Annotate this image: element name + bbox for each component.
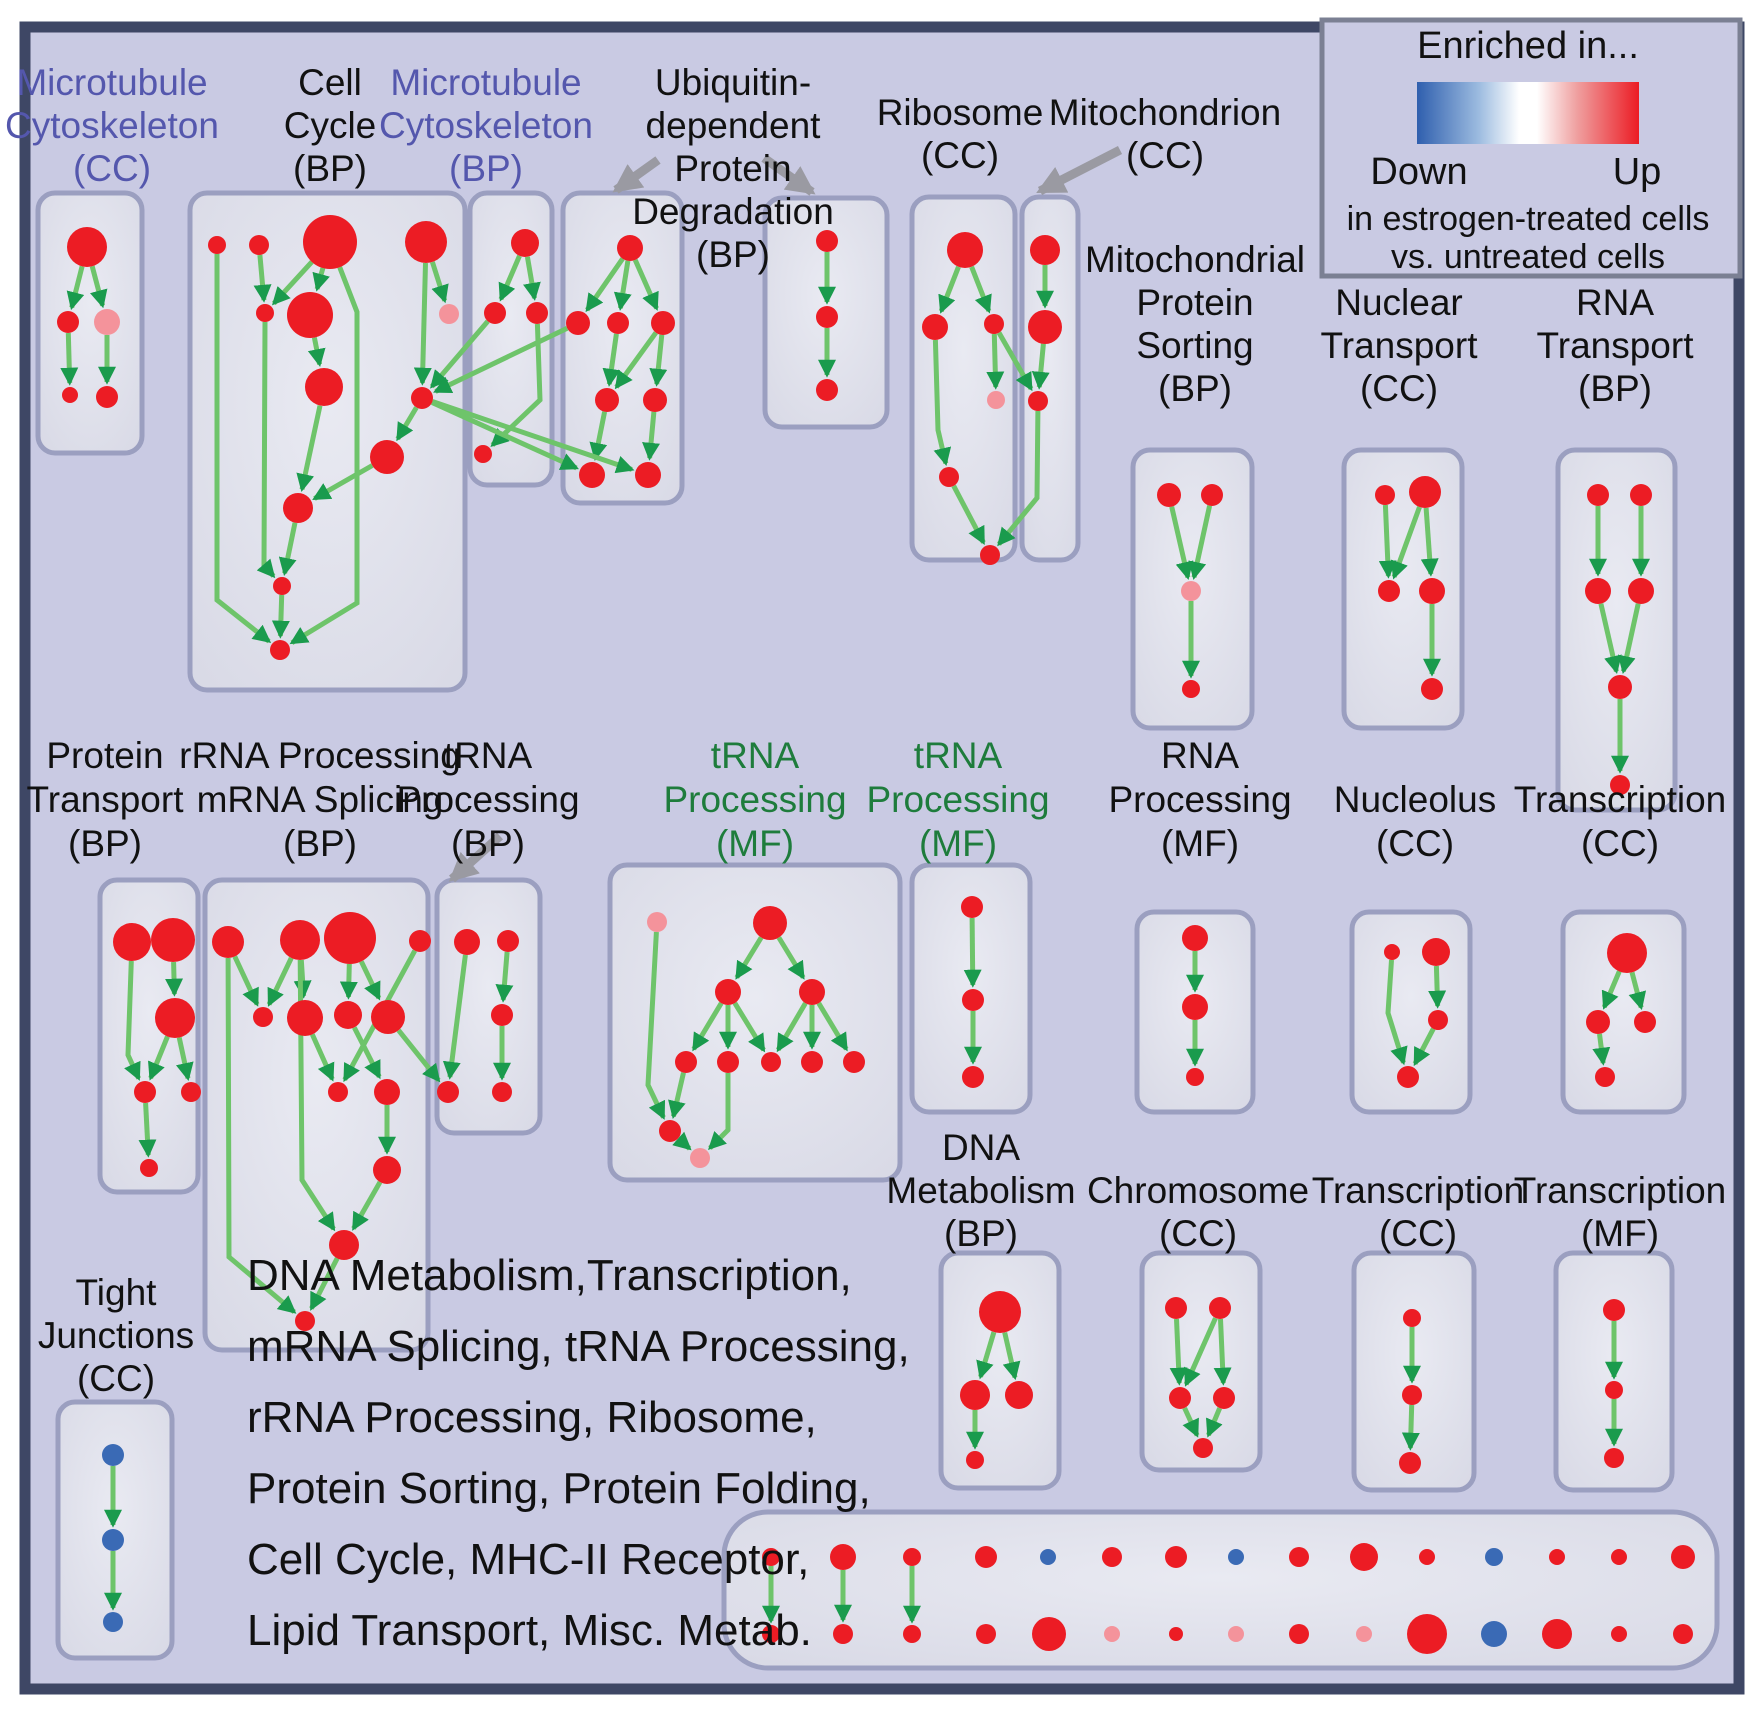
go-term-node-mixed-misc-strip[interactable] bbox=[1104, 1626, 1120, 1642]
transcription-cc-lower-label: Transcription (CC) bbox=[1311, 1170, 1525, 1254]
go-term-node-mixed-misc-strip[interactable] bbox=[1611, 1549, 1627, 1565]
go-term-node-rrna-processing-mrna-splicing-bp[interactable] bbox=[280, 920, 320, 960]
go-term-node-mixed-misc-strip[interactable] bbox=[1485, 1548, 1503, 1566]
go-term-node-chromosome-cc[interactable] bbox=[1193, 1438, 1213, 1458]
go-term-node-trna-processing-mf-1[interactable] bbox=[799, 979, 825, 1005]
go-term-node-mixed-misc-strip[interactable] bbox=[1611, 1626, 1627, 1642]
go-term-node-ubiquitin-degradation-bp-1[interactable] bbox=[617, 235, 643, 261]
go-term-node-nuclear-transport-cc[interactable] bbox=[1375, 485, 1395, 505]
go-term-node-protein-transport-bp[interactable] bbox=[155, 998, 195, 1038]
go-term-node-mixed-misc-strip[interactable] bbox=[1549, 1549, 1565, 1565]
mitochondrion-label: Mitochondrion (CC) bbox=[1048, 92, 1282, 176]
legend-gradient-bar bbox=[1417, 82, 1639, 144]
go-term-node-transcription-mf[interactable] bbox=[1604, 1448, 1624, 1468]
chromosome-label: Chromosome (CC) bbox=[1086, 1170, 1310, 1254]
go-term-node-transcription-cc-lower[interactable] bbox=[1402, 1385, 1422, 1405]
edge-cell-cycle-bp bbox=[422, 263, 425, 383]
go-term-node-cell-cycle-bp[interactable] bbox=[287, 292, 333, 338]
go-term-node-ribosome-cc[interactable] bbox=[980, 545, 1000, 565]
go-term-node-chromosome-cc[interactable] bbox=[1213, 1387, 1235, 1409]
go-term-node-rna-transport-bp[interactable] bbox=[1585, 578, 1611, 604]
go-term-node-transcription-cc-upper[interactable] bbox=[1607, 933, 1647, 973]
legend-up-label: Up bbox=[1612, 151, 1662, 193]
nuclear-transport-label: Nuclear Transport (CC) bbox=[1320, 282, 1478, 409]
go-term-node-nucleolus-cc[interactable] bbox=[1397, 1066, 1419, 1088]
go-term-node-trna-processing-bp[interactable] bbox=[491, 1004, 513, 1026]
go-term-node-trna-processing-mf-2[interactable] bbox=[962, 989, 984, 1011]
go-term-node-dna-metabolism-bp[interactable] bbox=[966, 1451, 984, 1469]
mixed-strip-category-list: DNA Metabolism,Transcription, mRNA Splicing, tRNA Processing, rRNA Processing, Ribosome, Protein Sorting, Protein Folding, Cell Cycle, MHC-II Receptor, Lipid Transport, Misc. Metab. bbox=[247, 1251, 910, 1655]
go-term-node-mixed-misc-strip[interactable] bbox=[1289, 1547, 1309, 1567]
edge-protein-transport-bp bbox=[174, 962, 175, 994]
go-term-node-microtubule-bp[interactable] bbox=[474, 445, 492, 463]
go-term-node-mixed-misc-strip[interactable] bbox=[1671, 1545, 1695, 1569]
cluster-box-chromosome-cc bbox=[1142, 1253, 1260, 1470]
edge-rrna-processing-mrna-splicing-bp bbox=[349, 964, 350, 997]
go-term-node-mito-protein-sorting-bp[interactable] bbox=[1181, 581, 1201, 601]
go-term-node-mito-protein-sorting-bp[interactable] bbox=[1182, 680, 1200, 698]
go-term-node-mixed-misc-strip[interactable] bbox=[976, 1624, 996, 1644]
go-term-node-rrna-processing-mrna-splicing-bp[interactable] bbox=[374, 1079, 400, 1105]
go-term-node-trna-processing-mf-1[interactable] bbox=[761, 1052, 781, 1072]
trna-mf1-label: tRNA Processing (MF) bbox=[663, 735, 847, 864]
transcription-mf-label: Transcription (MF) bbox=[1513, 1170, 1727, 1254]
go-term-node-trna-processing-mf-1[interactable] bbox=[801, 1051, 823, 1073]
go-term-node-ribosome-cc[interactable] bbox=[947, 232, 983, 268]
go-term-node-transcription-mf[interactable] bbox=[1603, 1299, 1625, 1321]
go-term-node-ubiquitin-degradation-bp-1[interactable] bbox=[566, 311, 590, 335]
edge-microtubule-cc bbox=[68, 333, 69, 383]
go-term-node-ubiquitin-degradation-bp-2[interactable] bbox=[816, 230, 838, 252]
go-term-node-rrna-processing-mrna-splicing-bp[interactable] bbox=[373, 1156, 401, 1184]
go-term-node-cell-cycle-bp[interactable] bbox=[305, 368, 343, 406]
ubiquitin-label: Ubiquitin-dependent Protein Degradation (BP) bbox=[632, 62, 834, 275]
go-term-node-ubiquitin-degradation-bp-1[interactable] bbox=[635, 462, 661, 488]
go-term-node-nuclear-transport-cc[interactable] bbox=[1421, 678, 1443, 700]
cluster-box-mixed-misc-strip bbox=[724, 1512, 1717, 1668]
go-term-node-mito-protein-sorting-bp[interactable] bbox=[1201, 484, 1223, 506]
go-term-node-mixed-misc-strip[interactable] bbox=[1228, 1549, 1244, 1565]
go-term-node-rrna-processing-mrna-splicing-bp[interactable] bbox=[287, 1000, 323, 1036]
go-term-node-rna-processing-mf[interactable] bbox=[1186, 1068, 1204, 1086]
go-term-node-mixed-misc-strip[interactable] bbox=[1032, 1617, 1066, 1651]
go-term-node-mixed-misc-strip[interactable] bbox=[1228, 1626, 1244, 1642]
go-term-node-protein-transport-bp[interactable] bbox=[140, 1159, 158, 1177]
cell-cycle-label: Cell Cycle (BP) bbox=[283, 62, 377, 189]
go-term-node-rna-processing-mf[interactable] bbox=[1182, 994, 1208, 1020]
trna-bp-label: tRNA Processing (BP) bbox=[396, 735, 580, 864]
go-term-node-cell-cycle-bp[interactable] bbox=[283, 493, 313, 523]
go-term-node-microtubule-bp[interactable] bbox=[526, 302, 548, 324]
go-term-node-trna-processing-mf-1[interactable] bbox=[715, 979, 741, 1005]
go-term-node-trna-processing-mf-1[interactable] bbox=[675, 1051, 697, 1073]
go-term-node-mixed-misc-strip[interactable] bbox=[1356, 1626, 1372, 1642]
edge-nucleolus-cc bbox=[1436, 966, 1437, 1006]
go-term-node-protein-transport-bp[interactable] bbox=[113, 923, 151, 961]
go-term-node-mixed-misc-strip[interactable] bbox=[1407, 1614, 1447, 1654]
go-term-node-mitochondrion-cc[interactable] bbox=[1028, 310, 1062, 344]
go-term-node-trna-processing-bp[interactable] bbox=[437, 1081, 459, 1103]
go-term-node-mixed-misc-strip[interactable] bbox=[1165, 1546, 1187, 1568]
edge-ribosome-cc bbox=[994, 334, 995, 387]
go-term-node-mixed-misc-strip[interactable] bbox=[1419, 1549, 1435, 1565]
trna-mf2-label: tRNA Processing (MF) bbox=[866, 735, 1050, 864]
go-term-node-mixed-misc-strip[interactable] bbox=[830, 1544, 856, 1570]
go-term-node-ribosome-cc[interactable] bbox=[987, 391, 1005, 409]
go-term-node-rrna-processing-mrna-splicing-bp[interactable] bbox=[328, 1082, 348, 1102]
go-term-node-rrna-processing-mrna-splicing-bp[interactable] bbox=[324, 912, 376, 964]
go-term-node-trna-processing-bp[interactable] bbox=[454, 929, 480, 955]
go-term-node-trna-processing-mf-1[interactable] bbox=[717, 1051, 739, 1073]
go-term-node-ubiquitin-degradation-bp-1[interactable] bbox=[607, 312, 629, 334]
go-term-node-mitochondrion-cc[interactable] bbox=[1030, 235, 1060, 265]
go-term-node-ubiquitin-degradation-bp-1[interactable] bbox=[579, 462, 605, 488]
microtubule-bp-label: Microtubule Cytoskeleton (BP) bbox=[379, 62, 593, 189]
go-term-node-trna-processing-bp[interactable] bbox=[497, 930, 519, 952]
go-term-node-transcription-cc-upper[interactable] bbox=[1634, 1011, 1656, 1033]
edge-nuclear-transport-cc bbox=[1385, 505, 1388, 576]
go-term-node-trna-processing-bp[interactable] bbox=[492, 1082, 512, 1102]
ribosome-label: Ribosome (CC) bbox=[876, 92, 1044, 176]
mito-sorting-label: Mitochondrial Protein Sorting (BP) bbox=[1084, 239, 1306, 409]
go-term-node-transcription-cc-upper[interactable] bbox=[1586, 1010, 1610, 1034]
go-term-node-protein-transport-bp[interactable] bbox=[181, 1082, 201, 1102]
go-term-node-nuclear-transport-cc[interactable] bbox=[1419, 578, 1445, 604]
go-term-node-cell-cycle-bp[interactable] bbox=[270, 640, 290, 660]
go-term-node-ubiquitin-degradation-bp-1[interactable] bbox=[595, 388, 619, 412]
go-term-node-microtubule-cc[interactable] bbox=[57, 311, 79, 333]
go-term-node-ubiquitin-degradation-bp-1[interactable] bbox=[643, 388, 667, 412]
go-term-node-nucleolus-cc[interactable] bbox=[1422, 938, 1450, 966]
tight-junctions-label: Tight Junctions (CC) bbox=[37, 1272, 195, 1399]
edge-protein-transport-bp bbox=[146, 1103, 149, 1155]
go-term-node-trna-processing-mf-2[interactable] bbox=[961, 896, 983, 918]
cluster-box-rna-transport-bp bbox=[1558, 450, 1675, 810]
go-term-node-microtubule-cc[interactable] bbox=[67, 227, 107, 267]
go-term-node-rrna-processing-mrna-splicing-bp[interactable] bbox=[334, 1001, 362, 1029]
legend-down-label: Down bbox=[1370, 151, 1468, 193]
go-term-node-rrna-processing-mrna-splicing-bp[interactable] bbox=[371, 1000, 405, 1034]
go-term-node-cell-cycle-bp[interactable] bbox=[405, 221, 447, 263]
go-term-node-nucleolus-cc[interactable] bbox=[1428, 1010, 1448, 1030]
nucleolus-label: Nucleolus (CC) bbox=[1333, 779, 1497, 864]
go-term-node-mixed-misc-strip[interactable] bbox=[1542, 1619, 1572, 1649]
go-term-node-trna-processing-mf-1[interactable] bbox=[690, 1148, 710, 1168]
go-term-node-ribosome-cc[interactable] bbox=[922, 314, 948, 340]
go-term-node-chromosome-cc[interactable] bbox=[1165, 1297, 1187, 1319]
go-term-node-cell-cycle-bp[interactable] bbox=[303, 215, 357, 269]
go-term-node-rrna-processing-mrna-splicing-bp[interactable] bbox=[409, 930, 431, 952]
go-term-node-microtubule-cc[interactable] bbox=[96, 386, 118, 408]
go-term-node-mixed-misc-strip[interactable] bbox=[833, 1624, 853, 1644]
go-term-node-mixed-misc-strip[interactable] bbox=[1350, 1543, 1378, 1571]
go-term-node-transcription-cc-upper[interactable] bbox=[1595, 1067, 1615, 1087]
go-term-node-rna-transport-bp[interactable] bbox=[1608, 675, 1632, 699]
go-term-node-cell-cycle-bp[interactable] bbox=[439, 304, 459, 324]
edge-chromosome-cc bbox=[1177, 1319, 1180, 1383]
go-term-node-trna-processing-mf-2[interactable] bbox=[962, 1066, 984, 1088]
edge-trna-processing-mf-2 bbox=[972, 918, 973, 985]
go-term-node-ribosome-cc[interactable] bbox=[984, 314, 1004, 334]
go-term-node-mixed-misc-strip[interactable] bbox=[1040, 1549, 1056, 1565]
go-term-node-dna-metabolism-bp[interactable] bbox=[960, 1380, 990, 1410]
go-term-node-protein-transport-bp[interactable] bbox=[151, 918, 195, 962]
legend-title: Enriched in... bbox=[1417, 25, 1639, 67]
go-term-node-trna-processing-mf-1[interactable] bbox=[843, 1051, 865, 1073]
go-term-node-mixed-misc-strip[interactable] bbox=[1481, 1621, 1507, 1647]
go-term-node-nuclear-transport-cc[interactable] bbox=[1378, 580, 1400, 602]
cluster-box-dna-metabolism-bp bbox=[941, 1253, 1059, 1488]
go-term-node-microtubule-bp[interactable] bbox=[511, 229, 539, 257]
go-term-node-cell-cycle-bp[interactable] bbox=[208, 236, 226, 254]
go-term-node-nuclear-transport-cc[interactable] bbox=[1409, 476, 1441, 508]
go-term-node-rna-processing-mf[interactable] bbox=[1182, 925, 1208, 951]
go-term-node-nucleolus-cc[interactable] bbox=[1384, 944, 1400, 960]
go-term-node-rrna-processing-mrna-splicing-bp[interactable] bbox=[253, 1007, 273, 1027]
go-term-node-chromosome-cc[interactable] bbox=[1169, 1387, 1191, 1409]
go-term-node-mitochondrion-cc[interactable] bbox=[1028, 391, 1048, 411]
go-term-node-transcription-cc-lower[interactable] bbox=[1399, 1452, 1421, 1474]
go-term-node-cell-cycle-bp[interactable] bbox=[249, 235, 269, 255]
go-term-node-cell-cycle-bp[interactable] bbox=[256, 304, 274, 322]
go-term-node-trna-processing-mf-1[interactable] bbox=[753, 906, 787, 940]
edge-cell-cycle-bp bbox=[280, 595, 281, 636]
go-term-node-mixed-misc-strip[interactable] bbox=[903, 1625, 921, 1643]
go-term-node-microtubule-cc[interactable] bbox=[94, 309, 120, 335]
go-term-node-ubiquitin-degradation-bp-1[interactable] bbox=[651, 311, 675, 335]
go-term-node-cell-cycle-bp[interactable] bbox=[411, 387, 433, 409]
edge-chromosome-cc bbox=[1221, 1319, 1224, 1383]
go-term-node-mixed-misc-strip[interactable] bbox=[1169, 1627, 1183, 1641]
go-term-node-ribosome-cc[interactable] bbox=[939, 467, 959, 487]
go-term-node-transcription-mf[interactable] bbox=[1605, 1381, 1623, 1399]
go-term-node-mixed-misc-strip[interactable] bbox=[903, 1548, 921, 1566]
go-term-node-ubiquitin-degradation-bp-2[interactable] bbox=[816, 306, 838, 328]
go-term-node-trna-processing-mf-1[interactable] bbox=[659, 1120, 681, 1142]
go-term-node-rna-transport-bp[interactable] bbox=[1630, 484, 1652, 506]
go-term-node-cell-cycle-bp[interactable] bbox=[370, 440, 404, 474]
go-term-node-rna-transport-bp[interactable] bbox=[1628, 578, 1654, 604]
rrna-mrna-label: rRNA Processing mRNA Splicing (BP) bbox=[179, 735, 461, 864]
go-term-node-rrna-processing-mrna-splicing-bp[interactable] bbox=[212, 926, 244, 958]
go-term-node-dna-metabolism-bp[interactable] bbox=[979, 1291, 1021, 1333]
go-term-node-tight-junctions-cc[interactable] bbox=[102, 1444, 124, 1466]
go-term-node-mixed-misc-strip[interactable] bbox=[1102, 1547, 1122, 1567]
go-term-node-trna-processing-mf-1[interactable] bbox=[647, 912, 667, 932]
go-term-node-mixed-misc-strip[interactable] bbox=[1289, 1624, 1309, 1644]
go-term-node-microtubule-bp[interactable] bbox=[484, 302, 506, 324]
go-term-node-protein-transport-bp[interactable] bbox=[134, 1081, 156, 1103]
go-term-node-mixed-misc-strip[interactable] bbox=[975, 1546, 997, 1568]
edge-transcription-cc-lower bbox=[1410, 1405, 1411, 1448]
go-term-node-chromosome-cc[interactable] bbox=[1209, 1297, 1231, 1319]
go-term-node-cell-cycle-bp[interactable] bbox=[273, 577, 291, 595]
go-term-node-ubiquitin-degradation-bp-2[interactable] bbox=[816, 379, 838, 401]
go-term-node-dna-metabolism-bp[interactable] bbox=[1005, 1381, 1033, 1409]
microtubule-cc-label: Microtubule Cytoskeleton (CC) bbox=[5, 62, 219, 189]
go-term-node-microtubule-cc[interactable] bbox=[62, 387, 78, 403]
legend-subtitle-line1: in estrogen-treated cells bbox=[1346, 200, 1710, 238]
go-term-node-mito-protein-sorting-bp[interactable] bbox=[1157, 483, 1181, 507]
go-term-node-tight-junctions-cc[interactable] bbox=[102, 1529, 124, 1551]
go-term-node-transcription-cc-lower[interactable] bbox=[1403, 1309, 1421, 1327]
go-term-node-rna-transport-bp[interactable] bbox=[1587, 484, 1609, 506]
legend-subtitle-line2: vs. untreated cells bbox=[1390, 238, 1666, 276]
rna-proc-mf-label: RNA Processing (MF) bbox=[1108, 735, 1292, 864]
go-term-node-tight-junctions-cc[interactable] bbox=[103, 1612, 123, 1632]
dna-metabolism-label: DNA Metabolism (BP) bbox=[886, 1127, 1076, 1254]
protein-transport-label: Protein Transport (BP) bbox=[26, 735, 184, 864]
transcription-cc-upper-label: Transcription (CC) bbox=[1513, 779, 1727, 864]
go-term-node-mixed-misc-strip[interactable] bbox=[1673, 1624, 1693, 1644]
rna-transport-label: RNA Transport (BP) bbox=[1536, 282, 1694, 409]
